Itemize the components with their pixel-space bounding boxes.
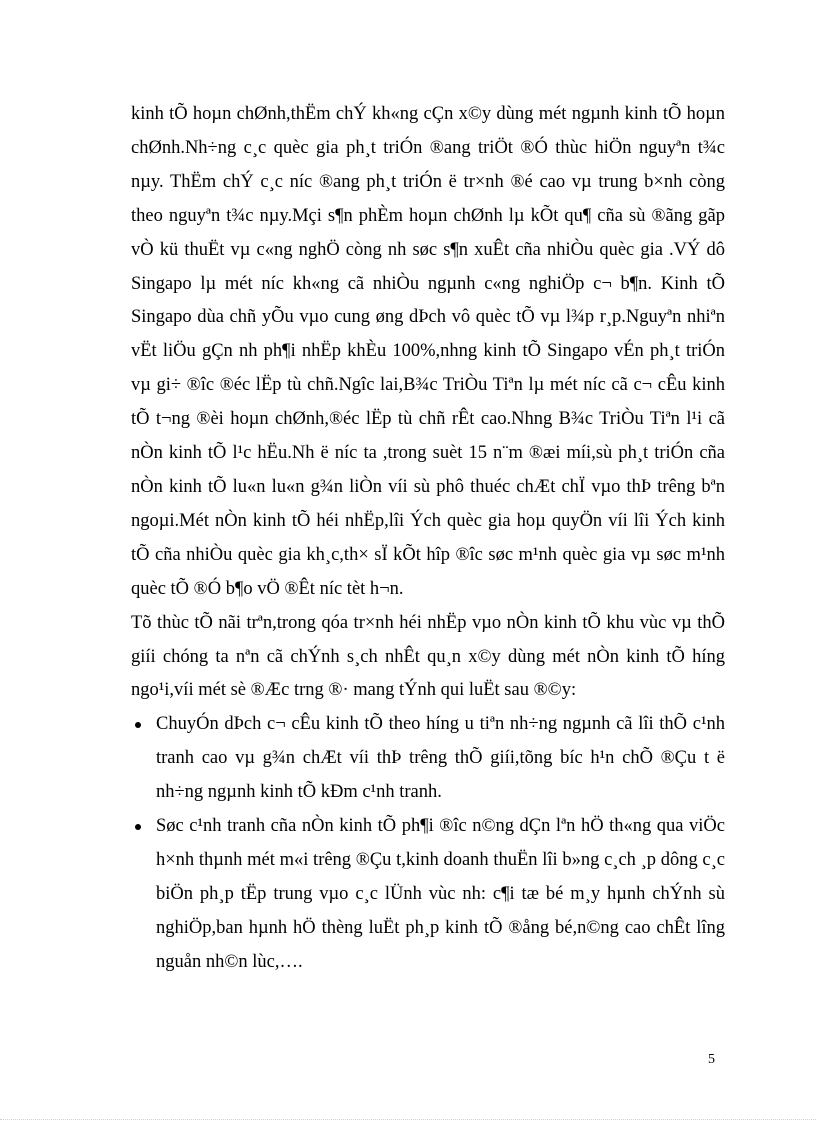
page-number: 5	[708, 1052, 715, 1067]
page-bottom-divider	[0, 1119, 816, 1120]
paragraph-intro: kinh tÕ hoµn chØnh,thËm chÝ kh«ng cÇn x©y dùng mét ngµnh kinh tÕ hoµn chØnh.Nh÷ng c¸c quèc gia ph¸t triÓn ®ang triÖt ®Ó thùc hiÖn nguyªn t¾c nµy. ThËm chÝ c¸c níc ®ang ph¸t triÓn ë tr×nh ®é cao vµ trung b×nh còng theo nguyªn t¾c nµy.Mçi s¶n phÈm hoµn chØnh lµ kÕt qu¶ cña sù ®ãng gãp vÒ kü thuËt vµ c«ng nghÖ còng nh søc s¶n xuÊt cña nhiÒu quèc gia .VÝ dô Singapo lµ mét níc kh«ng cã nhiÒu ngµnh c«ng nghiÖp c¬ b¶n. Kinh tÕ Singapo dùa chñ yÕu vµo cung øng dÞch vô quèc tÕ vµ l¾p r¸p.Nguyªn nhiªn vËt liÖu gÇn nh ph¶i nhËp khÈu 100%,nhng kinh tÕ Singapo vÉn ph¸t triÓn vµ gi÷ ®îc ®éc lËp tù chñ.Ngîc lai,B¾c TriÒu Tiªn lµ mét níc cã c¬ cÊu kinh tÕ t¬ng ®èi hoµn chØnh,®éc lËp tù chñ rÊt cao.Nhng B¾c TriÒu Tiªn l¹i cã nÒn kinh tÕ l¹c hËu.Nh ë níc ta ,trong suèt 15 n¨m ®æi míi,sù ph¸t triÓn cña nÒn kinh tÕ lu«n lu«n g¾n liÒn víi sù phô thuéc chÆt chÏ vµo thÞ trêng bªn ngoµi.Mét nÒn kinh tÕ héi nhËp,lîi Ých quèc gia hoµ quyÖn víi lîi Ých kinh tÕ cña nhiÒu quèc gia kh¸c,th× sÏ kÕt hîp ®îc søc m¹nh quèc gia vµ søc m¹nh quèc tÕ ®Ó b¶o vÖ ®Êt níc tèt h¬n.	[131, 104, 725, 599]
body-text	[131, 98, 725, 980]
bullet-list	[131, 708, 725, 979]
list-item	[131, 708, 725, 810]
bullet-text: ChuyÓn dÞch c¬ cÊu kinh tÕ theo híng u tiªn nh÷ng ngµnh cã lîi thÕ c¹nh tranh cao vµ g¾n chÆt víi thÞ trêng thÕ giíi,tõng bíc h¹n chÕ ®Çu t ë nh÷ng ngµnh kinh tÕ kÐm c¹nh tranh.	[156, 714, 725, 803]
list-item	[131, 810, 725, 980]
paragraph-policy: Tõ thùc tÕ nãi trªn,trong qóa tr×nh héi nhËp vµo nÒn kinh tÕ khu vùc vµ thÕ giíi chóng ta nªn cã chÝnh s¸ch nhÊt qu¸n x©y dùng mét nÒn kinh tÕ híng ngo¹i,víi mét sè ®Æc trng ®· mang tÝnh qui luËt sau ®©y:	[131, 612, 725, 701]
bullet-icon	[135, 824, 141, 830]
bullet-text: Søc c¹nh tranh cña nÒn kinh tÕ ph¶i ®îc n©ng dÇn lªn hÖ th«ng qua viÖc h×nh thµnh mét m«i trêng ®Çu t,kinh doanh thuËn lîi b»ng c¸ch ¸p dông c¸c biÖn ph¸p tËp trung vµo c¸c lÜnh vùc nh: c¶i tæ bé m¸y hµnh chÝnh sù nghiÖp,ban hµnh hÖ thèng luËt ph¸p kinh tÕ ®ång bé,n©ng cao chÊt lîng nguån nh©n lùc,….	[156, 816, 725, 972]
bullet-icon	[135, 722, 141, 728]
